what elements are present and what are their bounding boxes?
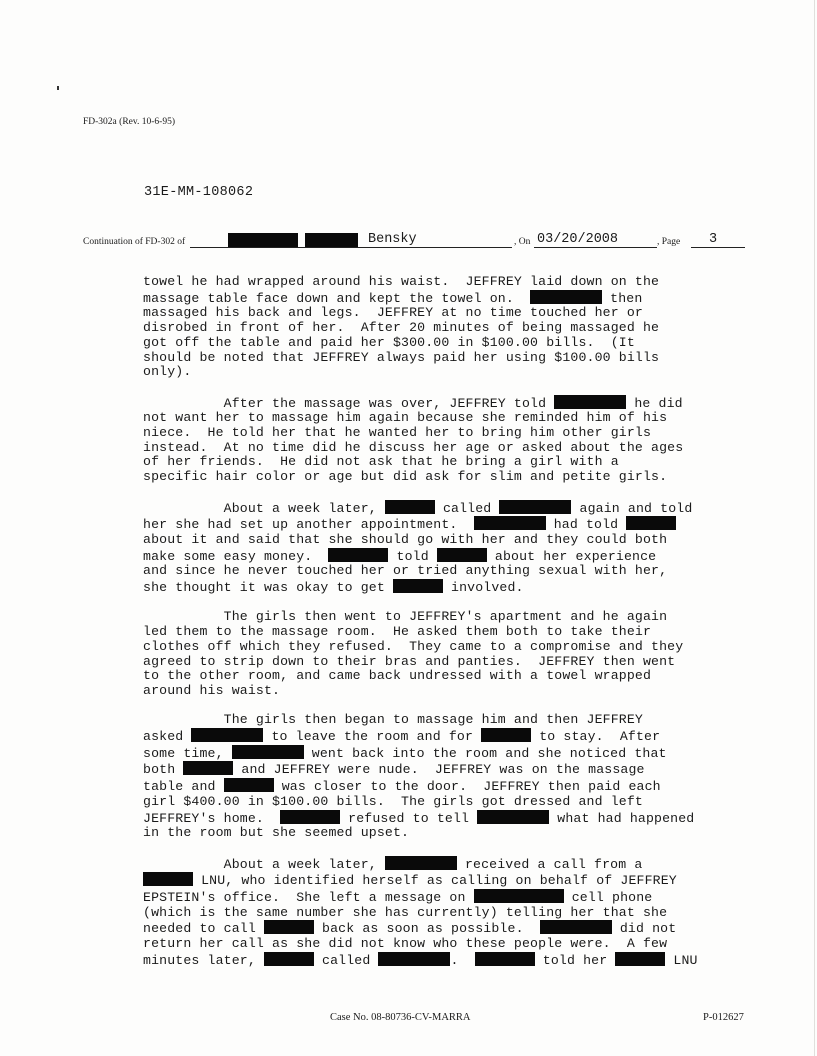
text-run: was closer to the door. JEFFREY then paid each [273,779,661,795]
text-run: involved. [442,580,524,596]
text-run: disrobed in front of her. After 20 minutes of being massaged he [143,320,660,336]
text-run: massaged his back and legs. JEFFREY at no time touched her or [143,305,643,321]
text-run: return her call as she did not know who these people were. A few [143,936,668,952]
text-run: The girls then began to massage him and then JEFFREY [143,712,643,728]
redaction [264,920,314,934]
text-run: got off the table and paid her $300.00 in $100.00 bills. (It [143,334,635,350]
text-run: called [313,952,379,968]
text-run: only). [143,364,192,380]
text-run: some time, [143,745,232,761]
text-run: to the other room, and came back undressed with a towel wrapped [143,668,652,684]
paragraph [143,395,733,485]
redaction [280,810,340,824]
redaction [232,745,304,759]
redaction [224,778,274,792]
text-run: then [602,290,643,306]
paragraph [143,713,733,841]
text-run: about it and said that she should go with her and they could both [143,531,668,547]
text-run: both [143,762,184,778]
text-run: cell phone [563,890,653,906]
text-run: and since he never touched her or tried anything sexual with her, [143,563,668,579]
text-run: About a week later, [143,500,385,516]
report-body [143,275,733,983]
text-run: LNU [665,952,698,968]
text-run: towel he had wrapped around his waist. JEFFREY laid down on the [143,274,660,289]
text-run: clothes off which they refused. They came to a compromise and they [143,638,684,654]
redaction [385,856,457,870]
text-run: girl $400.00 in $100.00 bills. The girls got dressed and left [143,793,643,809]
form-identifier: FD-302a (Rev. 10-6-95) [83,117,175,127]
text-run: make some easy money. [143,548,329,564]
text-run: to stay. After [531,729,661,745]
redaction [530,290,602,304]
redaction [228,233,298,247]
text-run: led them to the massage room. He asked them both to take their [143,624,652,640]
text-run: called [434,500,500,516]
redaction [264,952,314,966]
bates-number: P-012627 [703,1012,744,1023]
redaction [626,516,676,530]
page-number: 3 [709,232,718,247]
text-run: had told [545,517,627,533]
on-label: , On [514,237,531,247]
text-run: After the massage was over, JEFFREY told [143,395,555,411]
text-run: back as soon as possible. [313,921,540,937]
text-run: not want her to massage him again because she reminded him of his [143,410,668,426]
text-run: (which is the same number she has currently) telling her that she [143,904,668,920]
text-run: what had happened [549,810,695,826]
text-run: he did [626,395,683,411]
text-run: should be noted that JEFFREY always paid her using $100.00 bills [143,349,660,365]
text-run: About a week later, [143,856,385,872]
text-run: LNU, who identified herself as calling on behalf of JEFFREY [193,873,677,889]
text-run: told her [534,952,616,968]
text-run: table and [143,779,224,795]
text-run: . [450,952,475,968]
redaction [385,500,435,514]
redaction [474,516,546,530]
page-label: , Page [657,237,681,247]
text-run: her she had set up another appointment. [143,517,474,533]
file-number: 31E-MM-108062 [144,185,254,200]
text-run: instead. At no time did he discuss her age or asked about the ages [143,439,684,455]
redaction [475,952,535,966]
text-run: niece. He told her that he wanted her to bring him other girls [143,425,652,441]
text-run: JEFFREY's home. [143,810,281,826]
redaction [499,500,571,514]
redaction [437,548,487,562]
redaction [191,728,263,742]
redaction [540,920,612,934]
scan-mark [57,86,59,90]
redaction [328,548,388,562]
redaction [183,761,233,775]
report-date: 03/20/2008 [537,232,619,247]
continuation-label: Continuation of FD-302 of [83,237,186,247]
text-run: needed to call [143,921,264,937]
redaction [378,952,450,966]
text-run: specific hair color or age but did ask for slim and petite girls. [143,469,668,485]
text-run: told [388,548,437,564]
text-run: received a call from a [456,856,643,872]
text-run: agreed to strip down to their bras and panties. JEFFREY then went [143,653,676,669]
page-edge-shadow [814,0,815,1056]
paragraph [143,610,733,698]
continuation-line [83,232,763,250]
page-underline [691,246,745,248]
text-run: and JEFFREY were nude. JEFFREY was on the massage [233,762,645,778]
subject-name: Bensky [368,232,417,247]
text-run: to leave the room and for [263,729,482,745]
text-run: in the room but she seemed upset. [143,825,410,841]
text-run: went back into the room and she noticed that [303,745,667,761]
redaction [305,233,358,247]
redaction [143,872,193,886]
case-number: Case No. 08-80736-CV-MARRA [330,1012,471,1023]
text-run: massage table face down and kept the towel on. [143,290,531,306]
redaction [615,952,665,966]
redaction [481,728,531,742]
text-run: did not [611,921,677,937]
redaction [477,810,549,824]
text-run: about her experience [486,548,657,564]
text-run: of her friends. He did not ask that he bring a girl with a [143,454,619,470]
text-run: she thought it was okay to get [143,580,393,596]
redaction [393,579,443,593]
paragraph [143,856,733,969]
text-run: The girls then went to JEFFREY's apartment and he again [143,609,668,625]
redaction [554,395,626,409]
redaction [474,889,564,903]
text-run: asked [143,729,192,745]
text-run: around his waist. [143,682,281,698]
text-run: minutes later, [143,952,264,968]
text-run: EPSTEIN's office. She left a message on [143,890,474,906]
text-run: refused to tell [340,810,478,826]
text-run: again and told [571,500,693,516]
paragraph [143,500,733,596]
paragraph [143,275,733,380]
